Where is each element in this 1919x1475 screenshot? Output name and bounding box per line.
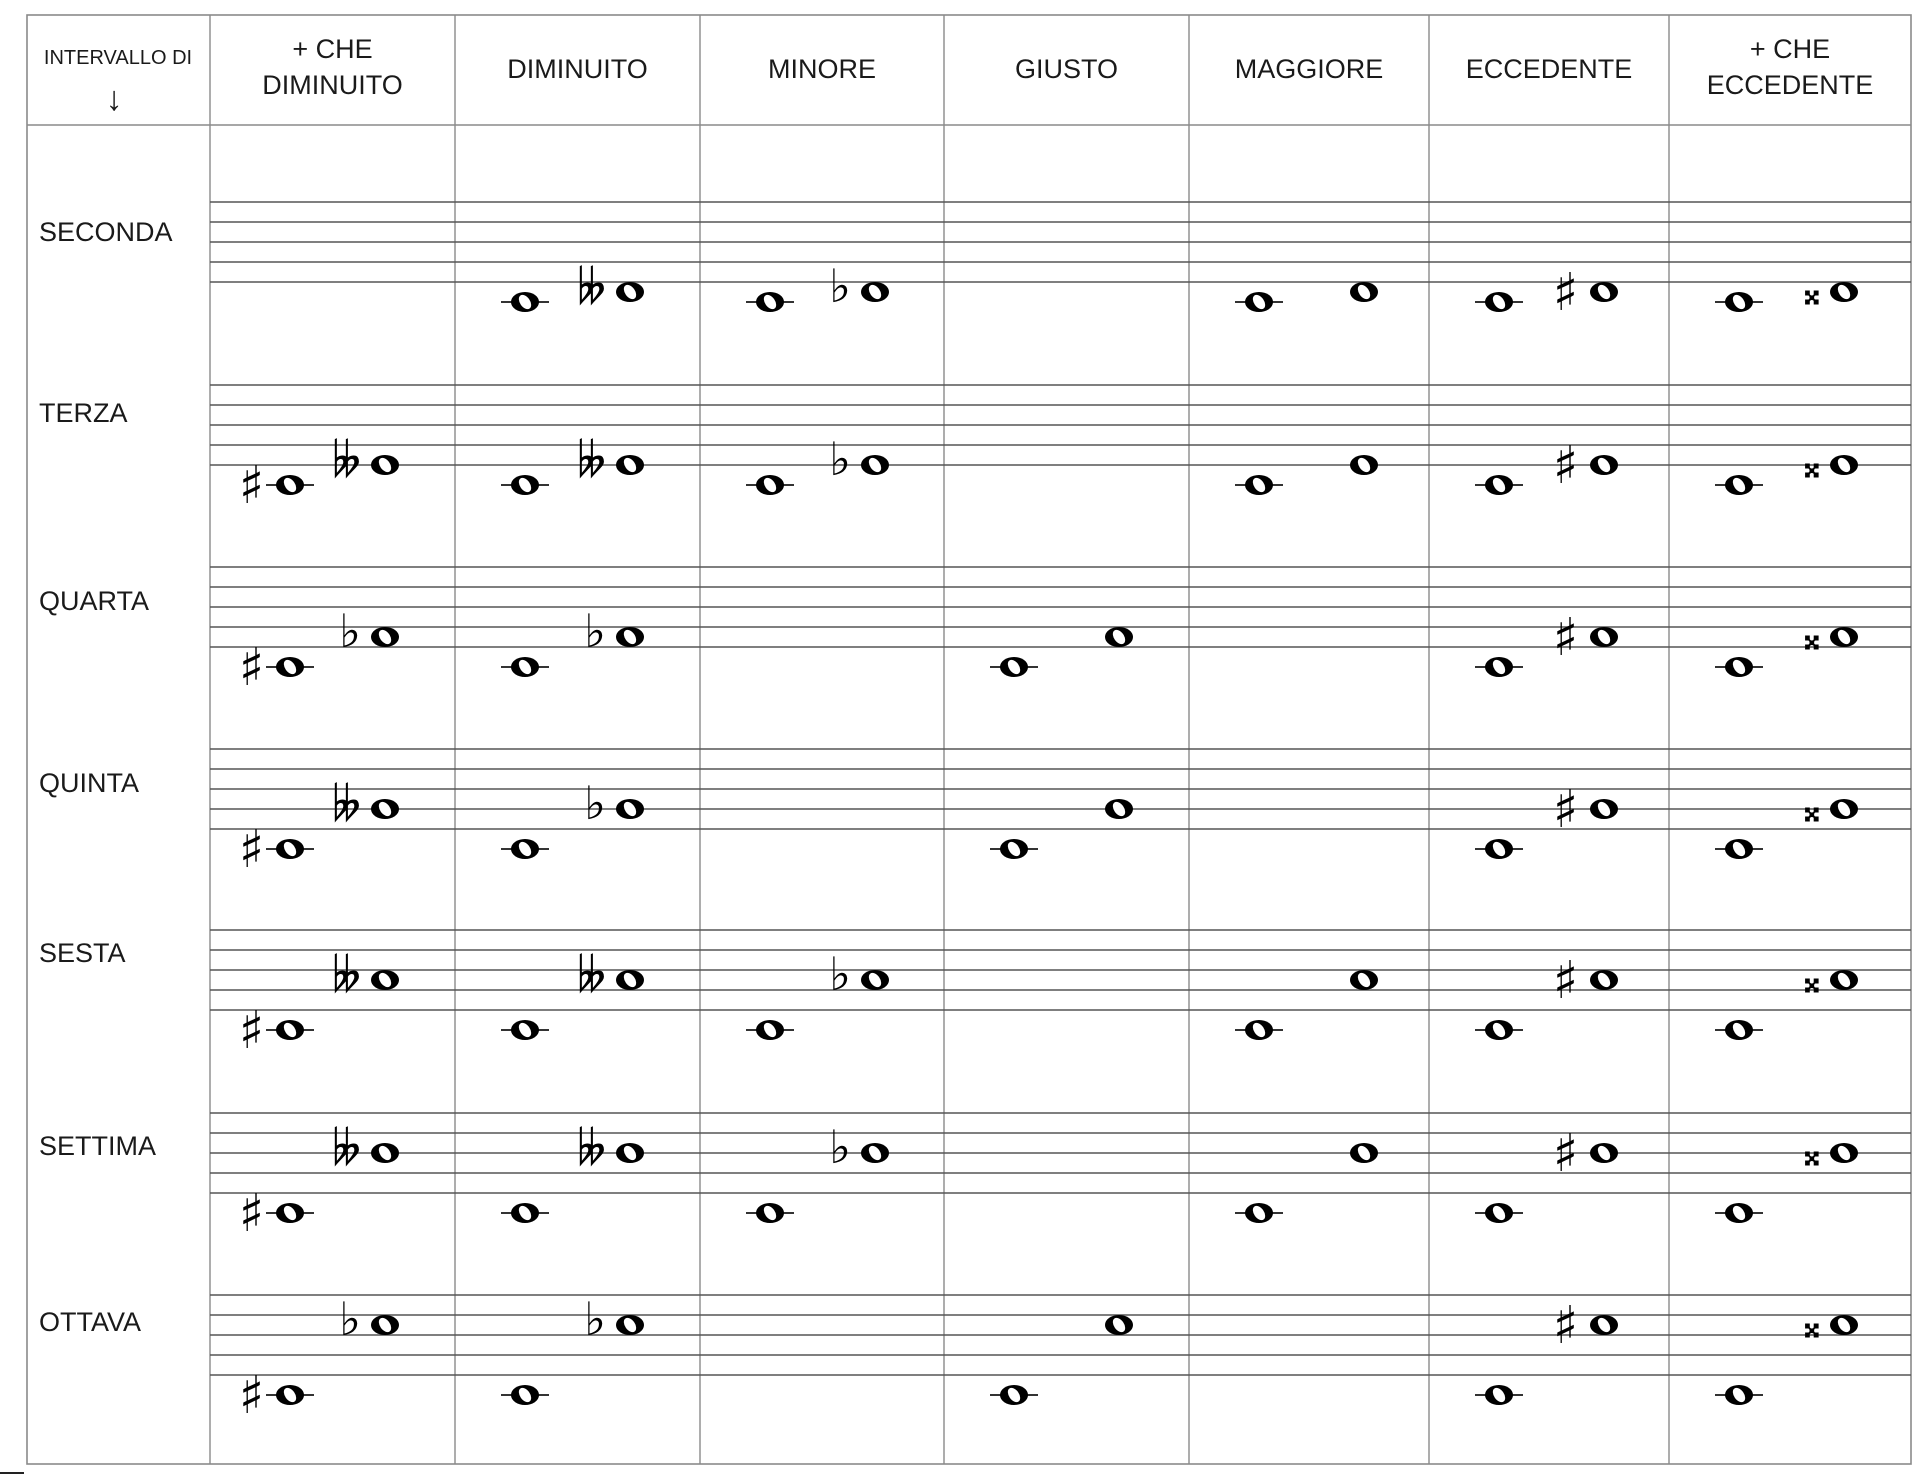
whole-note [371, 1315, 399, 1335]
row-label: SECONDA [39, 217, 173, 247]
staff [210, 567, 1911, 647]
interval-example [501, 948, 644, 1040]
interval-row-quarta [39, 567, 1911, 698]
table-grid [0, 15, 1911, 1473]
interval-row-ottava [39, 1292, 1911, 1426]
column-header-line1: + CHE [1749, 34, 1831, 64]
whole-note [276, 1385, 304, 1405]
interval-row-seconda [39, 202, 1911, 323]
column-header-line1: + CHE [292, 34, 373, 64]
whole-note [1725, 657, 1753, 677]
flat-icon: ♭ [829, 947, 851, 1001]
whole-note [1830, 455, 1858, 475]
whole-note [1830, 282, 1858, 302]
interval-example [1475, 608, 1618, 677]
sharp-icon: ♯ [1552, 608, 1578, 668]
flat-icon: ♭ [829, 432, 851, 486]
sharp-icon: ♯ [238, 1366, 264, 1426]
interval-example [239, 604, 399, 698]
whole-note [861, 455, 889, 475]
whole-note [1830, 1143, 1858, 1163]
whole-note [1350, 970, 1378, 990]
double-flat-icon: 𝄫 [577, 948, 606, 1004]
sharp-icon: ♯ [1552, 1124, 1578, 1184]
corner-label: INTERVALLO DI [43, 47, 193, 69]
double-sharp-icon: 𝄪 [1803, 617, 1820, 658]
whole-note [371, 455, 399, 475]
whole-note [756, 475, 784, 495]
flat-icon: ♭ [584, 1292, 606, 1346]
flat-icon: ♭ [339, 604, 361, 658]
whole-note [1350, 455, 1378, 475]
flat-icon: ♭ [829, 259, 851, 313]
sharp-icon: ♯ [238, 820, 264, 880]
row-label: SESTA [39, 938, 126, 968]
double-sharp-icon: 𝄪 [1803, 960, 1820, 1001]
whole-note [1725, 839, 1753, 859]
flat-icon: ♭ [584, 604, 606, 658]
whole-note [1590, 799, 1618, 819]
whole-note [1000, 1385, 1028, 1405]
sharp-icon: ♯ [1552, 780, 1578, 840]
interval-example [746, 432, 889, 495]
column-header-line2: DIMINUITO [262, 70, 403, 100]
whole-note [1830, 1315, 1858, 1335]
column-headers [262, 34, 1873, 100]
whole-note [1000, 839, 1028, 859]
whole-note [616, 455, 644, 475]
row-label: QUINTA [39, 768, 139, 798]
row-label: QUARTA [39, 586, 150, 616]
whole-note [616, 1315, 644, 1335]
whole-note [1485, 657, 1513, 677]
whole-note [616, 799, 644, 819]
whole-note [276, 1020, 304, 1040]
whole-note [1485, 292, 1513, 312]
whole-note [1725, 292, 1753, 312]
down-arrow-icon: ↓ [105, 80, 123, 118]
interval-rows [39, 202, 1911, 1426]
whole-note [616, 627, 644, 647]
column-header-label: GIUSTO [1014, 54, 1119, 84]
interval-example [1475, 780, 1618, 859]
staff [210, 385, 1911, 465]
whole-note [1245, 292, 1273, 312]
whole-note [616, 282, 644, 302]
double-flat-icon: 𝄫 [332, 1121, 361, 1177]
column-header-mag [1235, 54, 1384, 84]
whole-note [756, 292, 784, 312]
double-sharp-icon: 𝄪 [1803, 1305, 1820, 1346]
double-flat-icon: 𝄫 [577, 260, 606, 316]
double-flat-icon: 𝄫 [332, 948, 361, 1004]
interval-example [1715, 1133, 1858, 1223]
whole-note [1590, 627, 1618, 647]
whole-note [511, 292, 539, 312]
double-sharp-icon: 𝄪 [1803, 272, 1820, 313]
interval-example [990, 627, 1133, 677]
whole-note [1105, 799, 1133, 819]
staff [210, 749, 1911, 829]
interval-example [1475, 951, 1618, 1040]
whole-note [1485, 839, 1513, 859]
whole-note [1590, 455, 1618, 475]
interval-example [239, 948, 399, 1061]
whole-note [276, 839, 304, 859]
interval-example [1235, 455, 1378, 495]
double-flat-icon: 𝄫 [332, 433, 361, 489]
whole-note [1245, 1020, 1273, 1040]
whole-note [756, 1203, 784, 1223]
interval-example [1715, 272, 1858, 313]
sharp-icon: ♯ [238, 638, 264, 698]
double-sharp-icon: 𝄪 [1803, 1133, 1820, 1174]
interval-example [746, 947, 889, 1040]
whole-note [1485, 1203, 1513, 1223]
column-header-ecc [1466, 54, 1633, 84]
whole-note [1590, 282, 1618, 302]
interval-row-sesta [39, 930, 1911, 1061]
whole-note [1590, 1315, 1618, 1335]
whole-note [1725, 475, 1753, 495]
double-flat-icon: 𝄫 [332, 777, 361, 833]
sharp-icon: ♯ [238, 456, 264, 516]
column-header-label: MINORE [768, 54, 876, 84]
whole-note [276, 475, 304, 495]
sharp-icon: ♯ [238, 1001, 264, 1061]
interval-example [239, 1292, 399, 1426]
whole-note [1485, 475, 1513, 495]
interval-example [1715, 445, 1858, 495]
column-header-dim [507, 54, 648, 84]
interval-row-quinta [39, 749, 1911, 880]
column-header-pce [1707, 34, 1874, 100]
interval-example [1715, 960, 1858, 1040]
whole-note [1830, 970, 1858, 990]
column-header-line2: ECCEDENTE [1706, 70, 1874, 100]
row-label: TERZA [39, 398, 128, 428]
double-sharp-icon: 𝄪 [1803, 445, 1820, 486]
flat-icon: ♭ [829, 1120, 851, 1174]
whole-note [1590, 970, 1618, 990]
whole-note [1245, 1203, 1273, 1223]
row-label: SETTIMA [39, 1131, 157, 1161]
whole-note [1725, 1203, 1753, 1223]
whole-note [511, 657, 539, 677]
whole-note [861, 970, 889, 990]
column-header-giu [1015, 54, 1118, 84]
column-header-pcd [262, 34, 403, 100]
whole-note [1000, 657, 1028, 677]
interval-example [501, 604, 644, 677]
whole-note [1725, 1385, 1753, 1405]
column-header-min [768, 54, 876, 84]
whole-note [1105, 1315, 1133, 1335]
flat-icon: ♭ [584, 776, 606, 830]
whole-note [616, 970, 644, 990]
staff [210, 930, 1911, 1010]
column-header-label: ECCEDENTE [1465, 54, 1633, 84]
staff [210, 202, 1911, 282]
interval-example [1715, 789, 1858, 859]
interval-example [990, 1315, 1133, 1405]
whole-note [511, 1203, 539, 1223]
sharp-icon: ♯ [1552, 951, 1578, 1011]
whole-note [1245, 475, 1273, 495]
whole-note [511, 475, 539, 495]
corner-header [44, 47, 192, 118]
whole-note [1350, 1143, 1378, 1163]
whole-note [276, 1203, 304, 1223]
whole-note [371, 1143, 399, 1163]
whole-note [861, 1143, 889, 1163]
column-header-label: MAGGIORE [1234, 54, 1384, 84]
interval-example [1475, 263, 1618, 323]
row-label: OTTAVA [39, 1307, 142, 1337]
interval-row-terza [39, 385, 1911, 516]
sharp-icon: ♯ [1552, 436, 1578, 496]
whole-note [861, 282, 889, 302]
interval-example [501, 1121, 644, 1223]
interval-row-settima [39, 1113, 1911, 1244]
staff [210, 1295, 1911, 1375]
sharp-icon: ♯ [1552, 1296, 1578, 1356]
double-flat-icon: 𝄫 [577, 433, 606, 489]
whole-note [1350, 282, 1378, 302]
interval-example [1475, 1296, 1618, 1405]
interval-example [1235, 1143, 1378, 1223]
whole-note [1830, 799, 1858, 819]
whole-note [371, 799, 399, 819]
whole-note [1830, 627, 1858, 647]
whole-note [511, 1020, 539, 1040]
whole-note [511, 839, 539, 859]
flat-icon: ♭ [339, 1292, 361, 1346]
column-header-label: DIMINUITO [507, 54, 648, 84]
double-flat-icon: 𝄫 [577, 1121, 606, 1177]
whole-note [1725, 1020, 1753, 1040]
staff [210, 1113, 1911, 1193]
whole-note [276, 657, 304, 677]
interval-example [746, 259, 889, 313]
interval-example [746, 1120, 889, 1223]
sharp-icon: ♯ [1552, 263, 1578, 323]
whole-note [756, 1020, 784, 1040]
interval-example [501, 260, 644, 316]
interval-example [239, 1121, 399, 1244]
interval-example [501, 1292, 644, 1405]
whole-note [1105, 627, 1133, 647]
interval-example [501, 433, 644, 495]
sharp-icon: ♯ [238, 1184, 264, 1244]
interval-example [1235, 970, 1378, 1040]
whole-note [371, 970, 399, 990]
interval-example [1235, 282, 1378, 312]
whole-note [511, 1385, 539, 1405]
whole-note [371, 627, 399, 647]
table-border [27, 15, 1911, 1464]
whole-note [616, 1143, 644, 1163]
double-sharp-icon: 𝄪 [1803, 789, 1820, 830]
whole-note [1485, 1385, 1513, 1405]
whole-note [1590, 1143, 1618, 1163]
whole-note [1485, 1020, 1513, 1040]
